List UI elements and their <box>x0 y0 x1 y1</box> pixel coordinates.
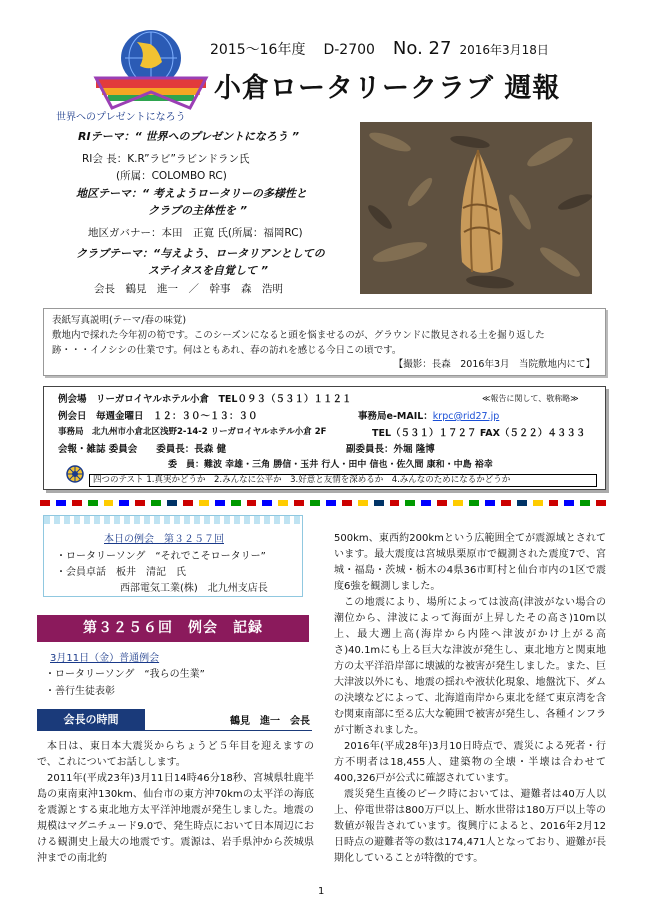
meeting-speaker: ・会員卓話 板井 清記 氏 <box>56 567 186 578</box>
cover-caption-credit: 【撮影：長森 2016年3月 当院敷地内にて】 <box>393 359 595 370</box>
record-song: ・ロータリーソング “我らの生業” <box>45 669 205 680</box>
speech-paragraph: 500km、東西約200kmという広範囲全てが震源域とされています。最大震度は宮城県栗原市で観測された震度7で、宮城・福島・茨城・栃木の4県36市町村と仙台市内の1区で震度6強を観測しました。 <box>334 533 606 592</box>
office-address: 事務局 北九州市小倉北区浅野2-14-2 リーガロイヤルホテル小倉 2F <box>58 427 327 437</box>
rotary-wheel-icon <box>66 465 84 483</box>
club-theme-line1: クラブテーマ：“与えよう、ロータリアンとしての <box>76 247 325 260</box>
ri-president: RI会 長：K.R”ラビ”ラビンドラン氏 <box>82 153 250 165</box>
president-heading-rule <box>145 730 312 731</box>
club-info-box <box>43 386 606 490</box>
speech-paragraph: 震災発生直後のピーク時においては、避難者は40万人以上、停電世帯は800万戸以上、断水世帯は180万戸以上等の数値が報告されています。復興庁によると、2016年2月12日時点の避難者等の数は174,471人となっており、避難が長期化していることが特徴的です。 <box>334 789 606 864</box>
cover-photo-caption-box <box>43 308 606 376</box>
meeting-venue: 例会場 リーガロイヤルホテル小倉 TEL０９３（５３１）１１２１ <box>58 394 352 405</box>
logo-caption: 世界へのプレゼントになろう <box>56 112 186 123</box>
issue-date: 2016年3月18日 <box>459 43 549 57</box>
todays-meeting-box <box>43 515 303 597</box>
speech-paragraph: この地震により、場所によっては波高(津波がない場合の潮位から、津波によって海面が上昇したその高さ)10m以上、最大遡上高(海岸から内陸へ津波がかけ上がる高さ)40.1mにも上る巨大な津波が発生し、東北地方と関東地方の太平洋沿岸部に壊滅的な被害が発生しました。また、巨大津波以外にも、地震の揺れや液状化現象、地盤沈下、ダムの決壊などによって、北海道南岸から東北を経て東京湾を含む関東南部に至る広大な範囲で被害が発生し、各種インフラが寸断されました。 <box>334 597 606 736</box>
record-date: 3月11日（金）普通例会 <box>50 653 160 664</box>
meeting-day: 例会日 毎週金曜日 １２：３０～１３：３０ <box>58 411 258 422</box>
issue-line <box>210 38 549 59</box>
committee-chair: 会報・雑誌 委員会 委員長：長森 健 <box>58 444 227 455</box>
office-email <box>358 408 499 422</box>
meeting-box-border <box>44 516 302 524</box>
cover-caption-heading: 表紙写真説明(テーマ/春の味覚) <box>52 315 187 326</box>
cover-caption-text-1: 敷地内で採れた今年初の筍です。このシーズンになると頭を悩ませるのが、グラウンドに散見される土を掘り返した <box>52 330 545 341</box>
speech-paragraph: 2016年(平成28年)3月10日時点で、震災による死者・行方不明者は18,455人、建築物の全壊・半壊は合わせて400,326戸が公式に確認されています。 <box>334 741 606 784</box>
flag-strip <box>40 500 606 508</box>
club-officers: 会長 鶴見 進一 ／ 幹事 森 浩明 <box>94 283 283 295</box>
email-label: 事務局e-MAIL： <box>358 411 433 422</box>
record-award: ・善行生徒表彰 <box>45 686 115 697</box>
president-speech-right-column <box>334 531 606 867</box>
newsletter-title: 小倉ロータリークラブ 週報 <box>214 73 561 104</box>
issue-number: No. 27 <box>392 38 452 59</box>
president-name: 鶴見 進一 会長 <box>230 716 310 727</box>
bamboo-shoot-photo <box>360 122 592 294</box>
report-notice: ≪報告に関して、敬称略≫ <box>482 394 579 403</box>
meeting-speaker-org: 西部電気工業(株) 北九州支店長 <box>120 583 268 594</box>
club-theme-line2: ステイタスを自覚して ” <box>148 264 268 277</box>
district-governor: 地区ガバナー：本田 正寛 氏(所属：福岡RC) <box>88 227 303 239</box>
president-section-heading: 会長の時間 <box>37 709 145 731</box>
four-way-test: 四つのテスト 1.真実かどうか 2.みんなに公平か 3.好意と友情を深めるか 4.みんなのためになるかどうか <box>89 474 597 487</box>
page-number: 1 <box>318 886 325 897</box>
cover-caption-text-2: 跡・・・イノシシの仕業です。何はともあれ、春の訪れを感じる今日この頃です。 <box>52 345 402 356</box>
committee-members: 委 員：難波 幸雄・三角 勝信・玉井 行人・田中 信也・佐久間 康和・中島 裕幸 <box>168 460 493 470</box>
speech-paragraph: 2011年(平成23年)3月11日14時46分18秒、宮城県牡鹿半島の東南東沖130km、仙台市の東方沖70kmの太平洋の海底を震源とする東北地方太平洋沖地震が発生しました。地震の規模はマグニチュード9.0で、発生時点において日本周辺における観測史上最大の地震です。震源は、岩手県沖から茨城県沖までの南北約 <box>37 773 314 864</box>
speech-paragraph: 本日は、東日本大震災からちょうど５年目を迎えますので、これについてお話しします。 <box>37 741 314 768</box>
district-code: D-2700 <box>323 42 375 58</box>
district-theme-line2: クラブの主体性を ” <box>148 204 247 217</box>
office-phone: TEL（５３１）１７２７ FAX（５２２）４３３３ <box>372 428 586 439</box>
meeting-song: ・ロータリーソング “それでこそロータリー” <box>56 551 266 562</box>
email-link[interactable]: krpc@rid27.jp <box>432 411 500 422</box>
ri-president-club: (所属：COLOMBO RC) <box>116 170 227 182</box>
ri-theme: RIテーマ：“ 世界へのプレゼントになろう ” <box>78 130 299 143</box>
rotary-logo-icon <box>92 22 210 114</box>
president-speech-left-column <box>37 739 314 867</box>
district-theme-line1: 地区テーマ：“ 考えようロータリーの多様性と <box>76 187 307 200</box>
fiscal-year: 2015～16年度 <box>210 42 306 58</box>
meeting-title: 本日の例会 第３２５７回 <box>104 534 224 545</box>
meeting-record-banner: 第３２５６回 例会 記録 <box>37 615 309 642</box>
committee-vice-chair: 副委員長：外堀 隆博 <box>346 444 435 455</box>
